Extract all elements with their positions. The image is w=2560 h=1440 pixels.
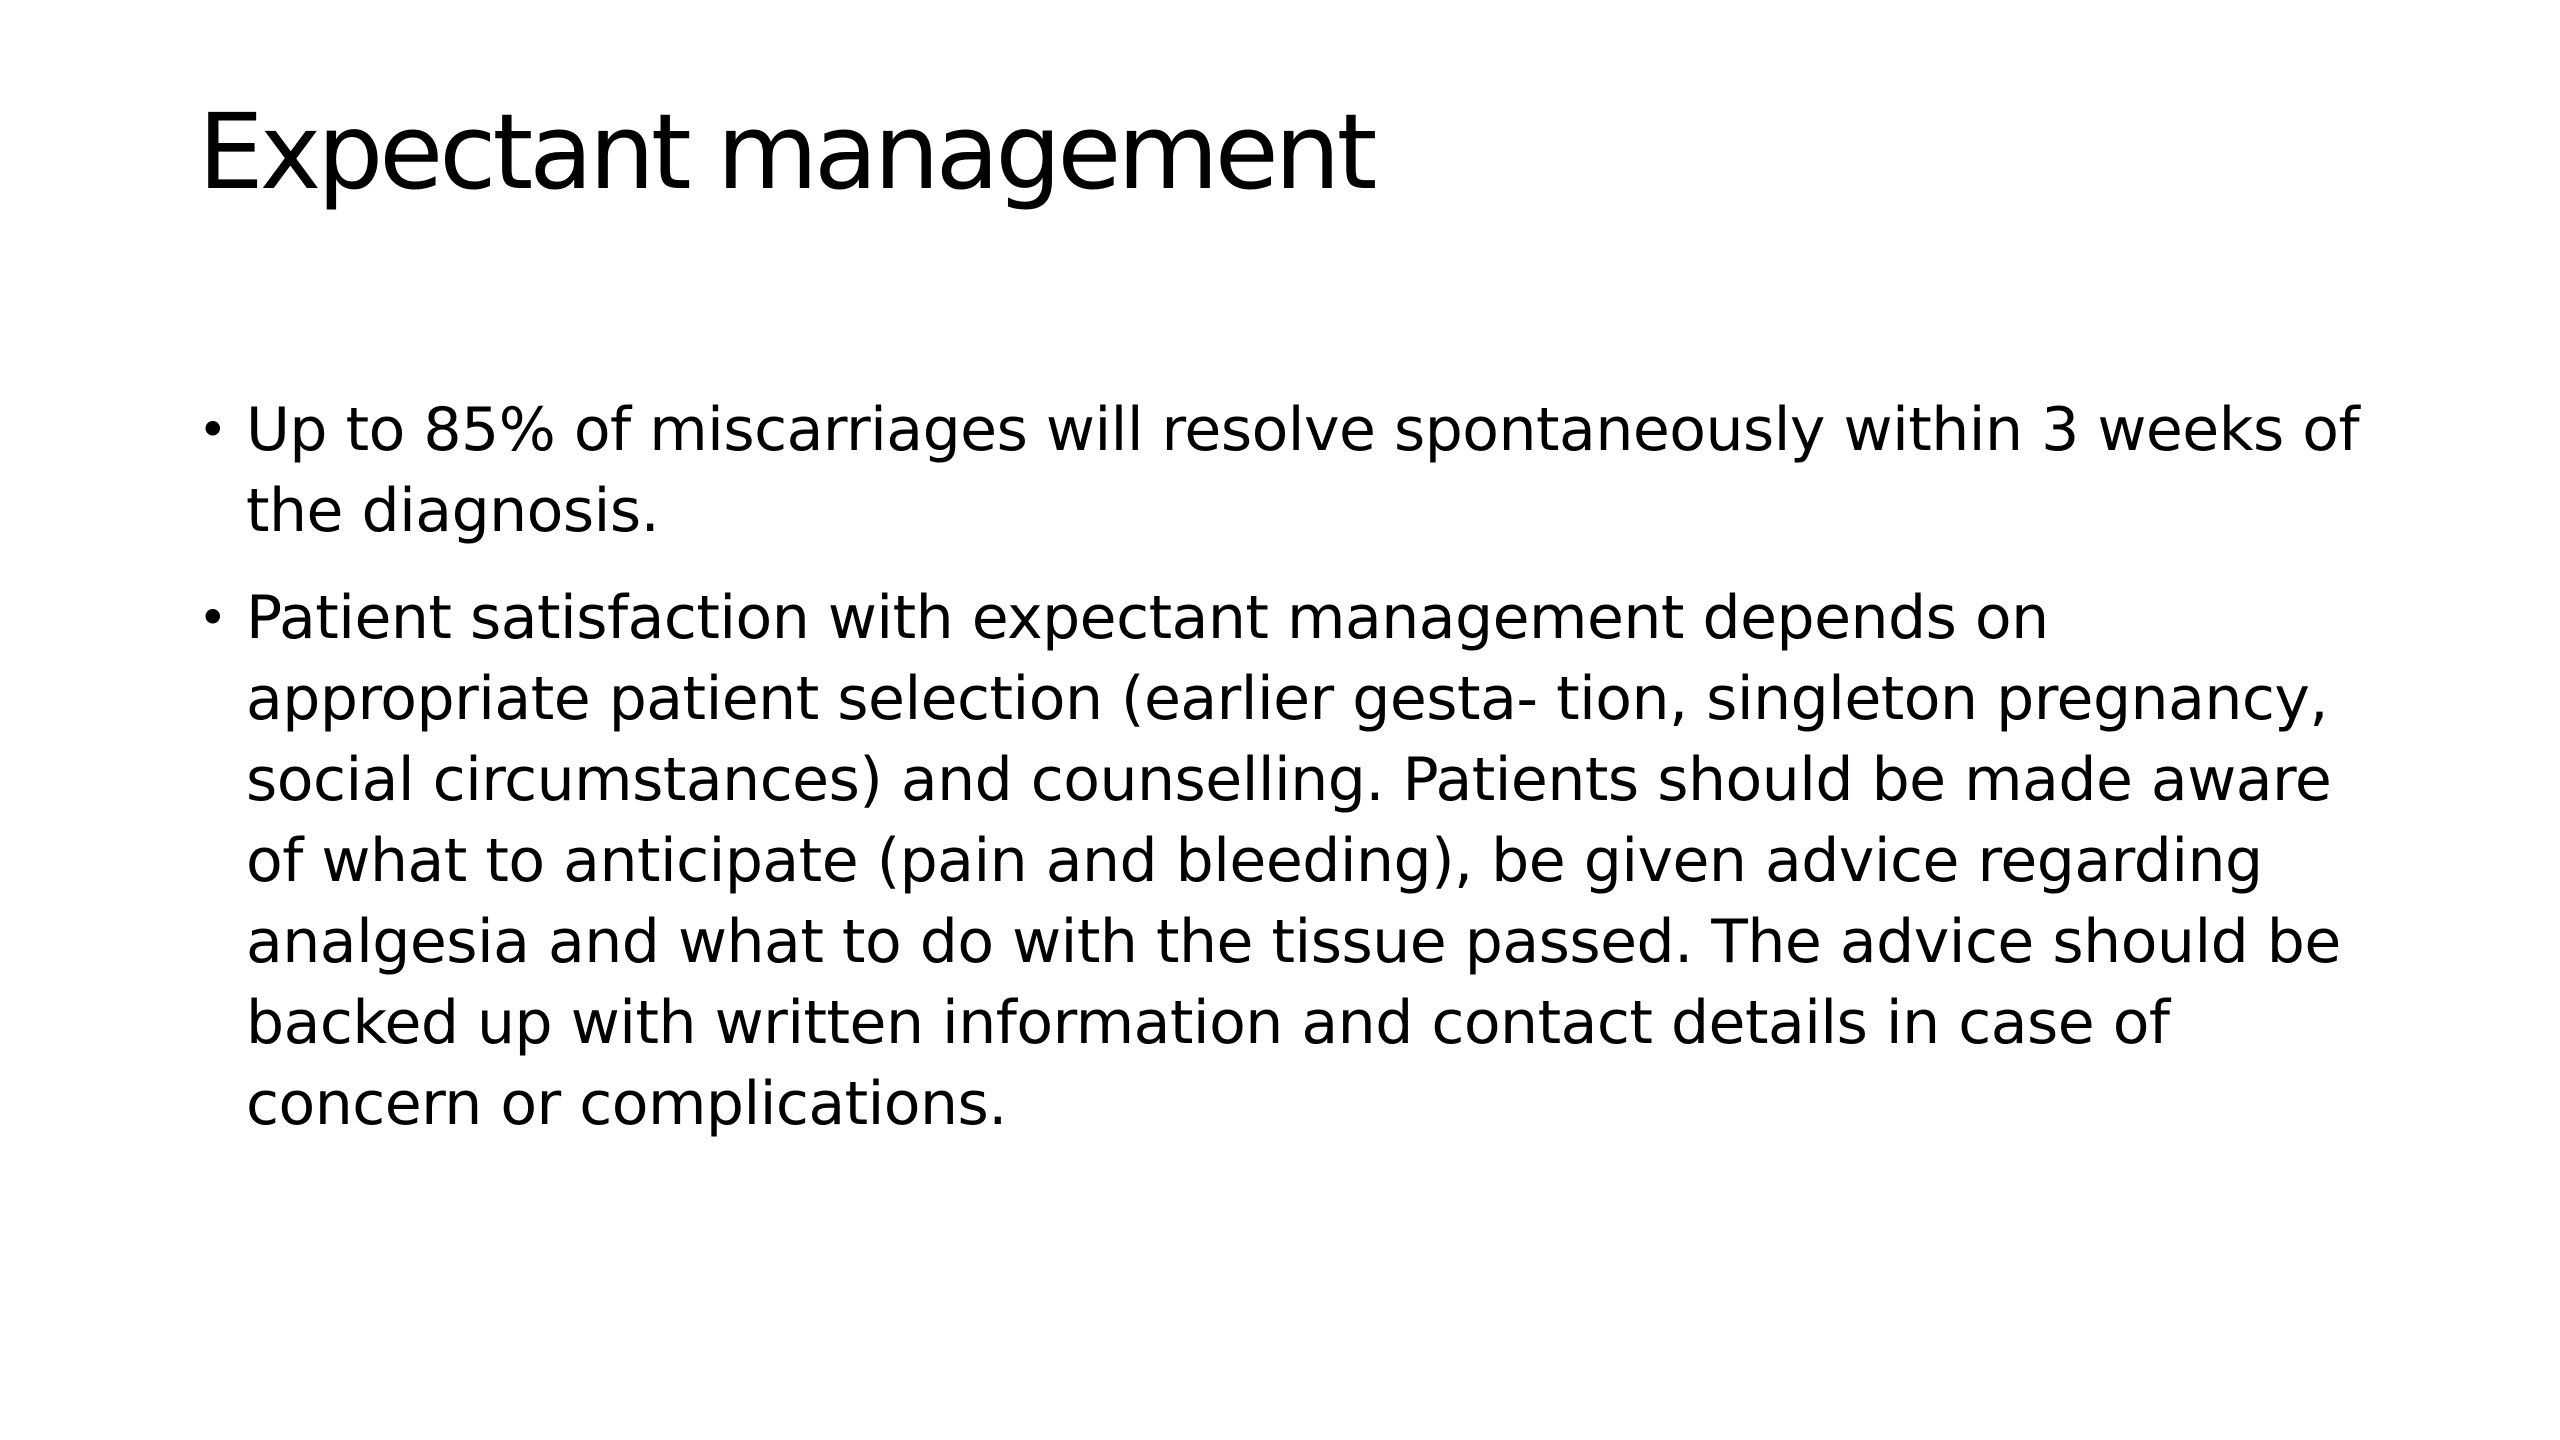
bullet-dot-icon: • xyxy=(198,589,227,647)
slide-title: Expectant management xyxy=(198,91,1374,213)
bullet-item-spontaneous-resolution xyxy=(198,390,2398,552)
bullet-dot-icon: • xyxy=(198,401,227,459)
bullet-text: Up to 85% of miscarriages will resolve spontaneously within 3 weeks of the diagnosis. xyxy=(246,395,2360,546)
bullet-text: Patient satisfaction with expectant management depends on appropriate patient selection (earlier gesta- tion, singleton pregnancy, social circumstances) and counselling. Patients should be made aware of what to anticipate (pain and bleeding), be given advice regarding analgesia and what to do with the tissue passed. The advice should be backed up with written information and contact details in case of concern or complications. xyxy=(246,583,2341,1139)
bullet-list xyxy=(198,390,2398,1171)
bullet-item-patient-satisfaction xyxy=(198,578,2398,1145)
